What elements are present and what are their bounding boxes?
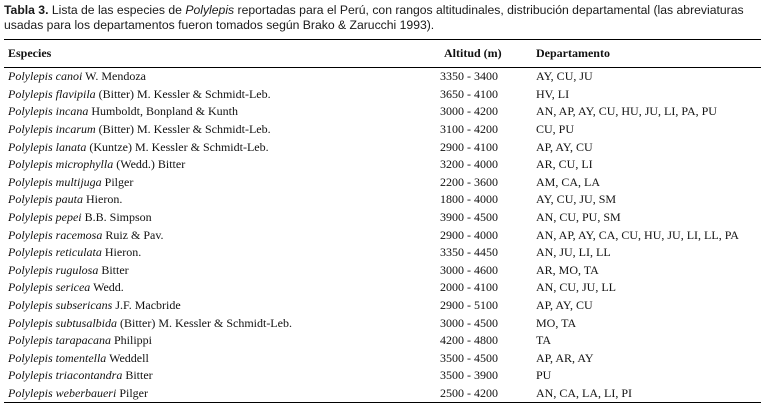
- table-caption: [4, 3, 762, 33]
- species-author: Bitter: [98, 262, 129, 277]
- altitude-cell: 3900 - 4500: [440, 210, 498, 225]
- species-author: Wedd.: [90, 280, 124, 295]
- species-genus: Polylepis: [8, 350, 53, 365]
- species-author: Pilger: [116, 385, 148, 400]
- species-epithet: rugulosa: [55, 262, 99, 277]
- department-cell: TA: [536, 333, 552, 348]
- department-cell: AN, AP, AY, CU, HU, JU, LI, PA, PU: [536, 104, 717, 119]
- species-cell: [4, 86, 440, 104]
- species-epithet: pauta: [55, 192, 83, 207]
- species-epithet: pepei: [55, 210, 82, 225]
- species-epithet: reticulata: [55, 245, 102, 260]
- table-row: [4, 86, 761, 104]
- table-row: [4, 262, 761, 280]
- altitude-cell: 3350 - 3400: [440, 69, 498, 84]
- species-cell: [4, 350, 440, 368]
- department-cell: AY, CU, JU, SM: [536, 192, 617, 207]
- caption-genus: Polylepis: [185, 3, 235, 17]
- department-cell: AN, CU, JU, LL: [536, 280, 616, 295]
- altitude-cell: 2200 - 3600: [440, 174, 498, 189]
- altitude-cell: 3650 - 4100: [440, 86, 498, 101]
- species-table: [4, 39, 761, 403]
- species-author: B.B. Simpson: [81, 210, 152, 225]
- species-genus: Polylepis: [8, 227, 53, 242]
- species-author: Philippi: [111, 333, 153, 348]
- species-genus: Polylepis: [8, 368, 53, 383]
- caption-text-end: reportadas para el Perú, con rangos altitudinales, distribución departamental (las abreviaturas usadas para los departamentos fueron tomados según Brako & Zarucchi 1993).: [4, 3, 744, 32]
- department-cell: AP, AY, CU: [536, 139, 593, 154]
- department-cell: AN, JU, LI, LL: [536, 245, 611, 260]
- species-author: Weddell: [106, 350, 149, 365]
- department-cell: AP, AY, CU: [536, 298, 593, 313]
- header-department: Departamento: [532, 40, 761, 68]
- altitude-cell: 2500 - 4200: [440, 385, 532, 403]
- altitude-cell: 3000 - 4500: [440, 315, 498, 330]
- caption-label: Tabla 3.: [4, 3, 49, 17]
- species-epithet: subtusalbida: [55, 315, 117, 330]
- species-genus: Polylepis: [8, 280, 53, 295]
- species-genus: Polylepis: [8, 192, 53, 207]
- department-cell: AN, AP, AY, CA, CU, HU, JU, LI, LL, PA: [536, 227, 739, 242]
- species-genus: Polylepis: [8, 298, 53, 313]
- species-genus: Polylepis: [8, 104, 53, 119]
- altitude-cell: 3000 - 4600: [440, 262, 498, 277]
- species-author: Hieron.: [101, 245, 142, 260]
- species-cell: [4, 156, 440, 174]
- species-cell: [4, 279, 440, 297]
- altitude-cell: 2900 - 5100: [440, 298, 498, 313]
- species-genus: Polylepis: [8, 385, 53, 400]
- table-row: [4, 244, 761, 262]
- species-author: Humboldt, Bonpland & Kunth: [88, 104, 238, 119]
- species-author: Bitter: [122, 368, 153, 383]
- altitude-cell: 3000 - 4200: [440, 104, 498, 119]
- table-row: [4, 174, 761, 192]
- species-cell: [4, 103, 440, 121]
- species-cell: [4, 191, 440, 209]
- species-epithet: incana: [55, 104, 89, 119]
- species-genus: Polylepis: [8, 86, 53, 101]
- table-row: [4, 297, 761, 315]
- altitude-cell: 3350 - 4450: [440, 245, 498, 260]
- altitude-cell: 3500 - 4500: [440, 350, 498, 365]
- species-author: (Bitter) M. Kessler & Schmidt-Leb.: [95, 86, 271, 101]
- species-epithet: multijuga: [55, 174, 102, 189]
- species-author: (Bitter) M. Kessler & Schmidt-Leb.: [117, 315, 292, 330]
- species-epithet: lanata: [55, 139, 87, 154]
- altitude-cell: 1800 - 4000: [440, 192, 498, 207]
- table-row: [4, 209, 761, 227]
- table-row: [4, 385, 761, 403]
- department-cell: MO, TA: [536, 315, 577, 330]
- department-cell: HV, LI: [536, 86, 570, 101]
- department-cell: AN, CA, LA, LI, PI: [532, 385, 761, 403]
- species-cell: [4, 314, 440, 332]
- header-altitude: Altitud (m): [440, 40, 532, 68]
- department-cell: AN, CU, PU, SM: [536, 210, 621, 225]
- department-cell: AP, AR, AY: [536, 350, 594, 365]
- table-row: [4, 191, 761, 209]
- table-row: [4, 68, 761, 86]
- caption-text-start: Lista de las especies de: [48, 3, 186, 17]
- species-author: (Wedd.) Bitter: [113, 157, 186, 172]
- table-row: [4, 138, 761, 156]
- species-author: J.F. Macbride: [112, 298, 181, 313]
- species-cell: [4, 121, 440, 139]
- table-row: [4, 103, 761, 121]
- species-author: (Kuntze) M. Kessler & Schmidt-Leb.: [86, 139, 269, 154]
- species-epithet: tarapacana: [55, 333, 111, 348]
- species-genus: Polylepis: [8, 69, 53, 84]
- species-epithet: tomentella: [55, 350, 107, 365]
- species-cell: [4, 68, 440, 86]
- table-row: [4, 332, 761, 350]
- table-row: [4, 350, 761, 368]
- species-epithet: canoi: [55, 69, 83, 84]
- species-cell: [4, 138, 440, 156]
- species-epithet: incarum: [55, 122, 96, 137]
- department-cell: PU: [536, 368, 552, 383]
- department-cell: AR, CU, LI: [536, 157, 593, 172]
- table-row: [4, 121, 761, 139]
- table-row: [4, 226, 761, 244]
- table-row: [4, 279, 761, 297]
- species-genus: Polylepis: [8, 315, 53, 330]
- table-row: [4, 367, 761, 385]
- species-epithet: flavipila: [55, 86, 96, 101]
- species-epithet: microphylla: [55, 157, 114, 172]
- species-genus: Polylepis: [8, 262, 53, 277]
- species-author: Hieron.: [83, 192, 123, 207]
- species-genus: Polylepis: [8, 174, 53, 189]
- species-cell: [4, 297, 440, 315]
- species-cell: [4, 226, 440, 244]
- department-cell: AM, CA, LA: [536, 174, 601, 189]
- species-cell: [4, 244, 440, 262]
- table-body: [4, 68, 761, 403]
- species-genus: Polylepis: [8, 245, 53, 260]
- department-cell: AY, CU, JU: [536, 69, 593, 84]
- species-epithet: sericea: [55, 280, 91, 295]
- altitude-cell: 2900 - 4100: [440, 139, 498, 154]
- altitude-cell: 3200 - 4000: [440, 157, 498, 172]
- species-cell: [4, 367, 440, 385]
- species-author: (Bitter) M. Kessler & Schmidt-Leb.: [95, 122, 271, 137]
- species-epithet: racemosa: [55, 227, 103, 242]
- species-cell: [4, 174, 440, 192]
- altitude-cell: 2900 - 4000: [440, 227, 498, 242]
- species-author: W. Mendoza: [82, 69, 146, 84]
- species-cell: [4, 209, 440, 227]
- table-row: [4, 314, 761, 332]
- species-author: Ruiz & Pav.: [102, 227, 164, 242]
- altitude-cell: 3500 - 3900: [440, 368, 498, 383]
- species-epithet: subsericans: [55, 298, 113, 313]
- species-author: Pilger: [101, 174, 134, 189]
- species-genus: Polylepis: [8, 333, 53, 348]
- altitude-cell: 4200 - 4800: [440, 333, 498, 348]
- species-cell: [4, 332, 440, 350]
- species-genus: Polylepis: [8, 139, 53, 154]
- species-cell: [4, 385, 440, 403]
- species-genus: Polylepis: [8, 210, 53, 225]
- species-epithet: triacontandra: [55, 368, 123, 383]
- department-cell: AR, MO, TA: [536, 262, 599, 277]
- header-species: Especies: [4, 40, 440, 68]
- species-genus: Polylepis: [8, 122, 53, 137]
- header-row: [4, 40, 761, 68]
- species-genus: Polylepis: [8, 157, 53, 172]
- species-cell: [4, 262, 440, 280]
- table-row: [4, 156, 761, 174]
- department-cell: CU, PU: [536, 122, 575, 137]
- species-epithet: weberbaueri: [55, 385, 117, 400]
- altitude-cell: 3100 - 4200: [440, 122, 498, 137]
- altitude-cell: 2000 - 4100: [440, 280, 498, 295]
